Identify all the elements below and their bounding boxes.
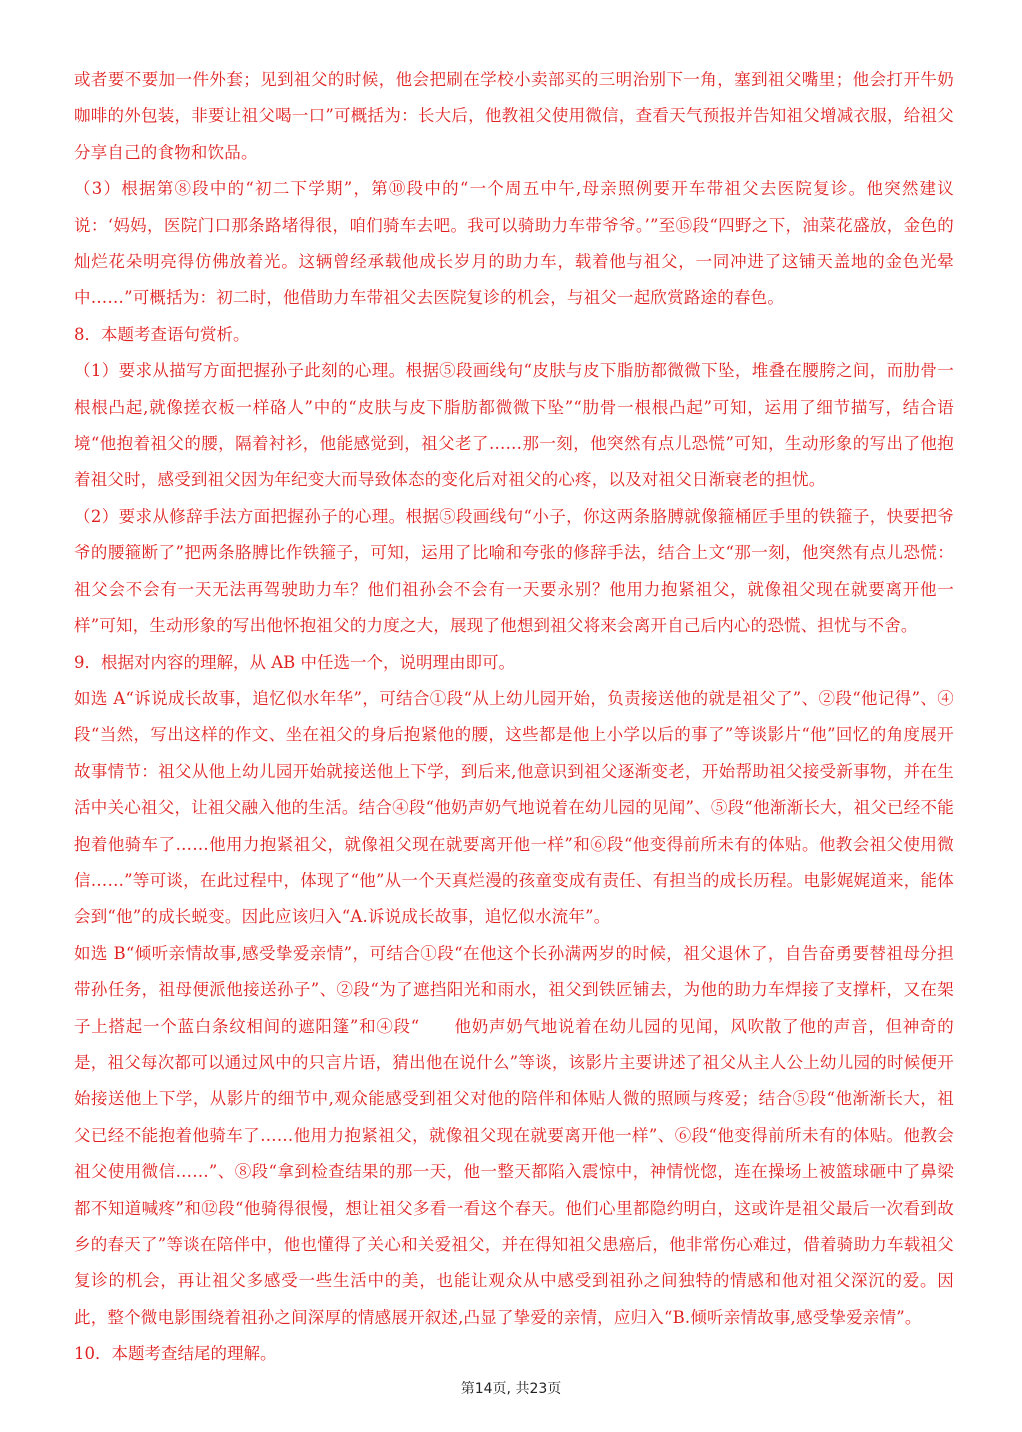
- question-8-heading: 8．本题考查语句赏析。: [74, 324, 250, 344]
- document-body: [74, 62, 954, 1373]
- answer-paragraph-9-option-b: 如选 B“倾听亲情故事,感受挚爱亲情”，可结合①段“在他这个长孙满两岁的时候，祖父退休了，自告奋勇要替祖母分担带孙任务，祖母便派他接送孙子”、②段“为了遮挡阳光和雨水，祖父到铁匠铺去，为他的助力车焊接了支撑杆，又在架子上搭起一个蓝白条纹相间的遮阳篷”和④段“ 他奶声奶气地说着在幼儿园的见闻，风吹散了他的声音，但神奇的是，祖父每次都可以通过风中的只言片语，猜出他在说什么”等谈，该影片主要讲述了祖父从主人公上幼儿园的时候便开始接送他上下学，从影片的细节中,观众能感受到祖父对他的陪伴和体贴人微的照顾与疼爱；结合⑤段“他渐渐长大，祖父已经不能抱着他骑车了……他用力抱紧祖父，就像祖父现在就要离开他一样”、⑥段“他变得前所未有的体贴。他教会祖父使用微信……”、⑧段“拿到检查结果的那一天，他一整天都陷入震惊中，神情恍惚，连在操场上被篮球砸中了鼻梁都不知道喊疼”和⑫段“他骑得很慢，想让祖父多看一看这个春天。他们心里都隐约明白，这或许是祖父最后一次看到故乡的春天了”等谈在陪伴中，他也懂得了关心和关爱祖父，并在得知祖父患癌后，他非常伤心难过，借着骑助力车载祖父复诊的机会，再让祖父多感受一些生活中的美，也能让观众从中感受到祖孙之间独特的情感和他对祖父深沉的爱。因此，整个微电影围绕着祖孙之间深厚的情感展开叙述,凸显了挚爱的亲情，应归入“B.倾听亲情故事,感受挚爱亲情”。: [74, 943, 954, 1327]
- answer-paragraph-7-3: （3）根据第⑧段中的“初二下学期”，第⑩段中的“一个周五中午,母亲照例要开车带祖父去医院复诊。他突然建议说：‘妈妈，医院门口那条路堵得很，咱们骑车去吧。我可以骑助力车带爷爷。’”至⑮段“四野之下，油菜花盛放，金色的灿烂花朵明亮得仿佛放着光。这辆曾经承载他成长岁月的助力车，载着他与祖父，一同冲进了这铺天盖地的金色光晕中……”可概括为：初二时，他借助力车带祖父去医院复诊的机会，与祖父一起欣赏路途的春色。: [74, 179, 954, 308]
- question-9-heading: 9．根据对内容的理解，从 AB 中任选一个，说明理由即可。: [74, 652, 516, 672]
- question-10-heading: 10．本题考查结尾的理解。: [74, 1344, 277, 1364]
- answer-paragraph-7-2-continued: 或者要不要加一件外套；见到祖父的时候，他会把刷在学校小卖部买的三明治别下一角，塞到祖父嘴里；他会打开牛奶咖啡的外包装，非要让祖父喝一口”可概括为：长大后，他教祖父使用微信，查看天气预报并告知祖父增减衣服，给祖父分享自己的食物和饮品。: [74, 70, 954, 162]
- answer-paragraph-9-option-a: 如选 A“诉说成长故事，追忆似水年华”，可结合①段“从上幼儿园开始，负责接送他的就是祖父了”、②段“他记得”、④段“当然，写出这样的作文、坐在祖父的身后抱紧他的腰，这些都是他上小学以后的事了”等谈影片“他”回忆的角度展开故事情节：祖父从他上幼儿园开始就接送他上下学，到后来,他意识到祖父逐渐变老，开始帮助祖父接受新事物，并在生活中关心祖父，让祖父融入他的生活。结合④段“他奶声奶气地说着在幼儿园的见闻”、⑤段“他渐渐长大，祖父已经不能抱着他骑车了……他用力抱紧祖父，就像祖父现在就要离开他一样”和⑥段“他变得前所未有的体贴。他教会祖父使用微信……”等可谈，在此过程中，体现了“他”从一个天真烂漫的孩童变成有责任、有担当的成长历程。电影娓娓道来，能体会到“他”的成长蜕变。因此应该归入“A.诉说成长故事，追忆似水流年”。: [74, 688, 954, 927]
- answer-paragraph-8-2: （2）要求从修辞手法方面把握孙子的心理。根据⑤段画线句“小子，你这两条胳膊就像箍桶匠手里的铁箍子，快要把爷爷的腰箍断了”把两条胳膊比作铁箍子，可知，运用了比喻和夸张的修辞手法，结合上文“那一刻，他突然有点儿恐慌：祖父会不会有一天无法再驾驶助力车？他们祖孙会不会有一天要永别？他用力抱紧祖父，就像祖父现在就要离开他一样”可知，生动形象的写出他怀抱祖父的力度之大，展现了他想到祖父将来会离开自己后内心的恐慌、担忧与不舍。: [74, 506, 954, 636]
- answer-paragraph-8-1: （1）要求从描写方面把握孙子此刻的心理。根据⑤段画线句“皮肤与皮下脂肪都微微下坠，堆叠在腰胯之间，而肋骨一根根凸起,就像搓衣板一样硌人”中的“皮肤与皮下脂肪都微微下坠”“肋骨一根根凸起”可知，运用了细节描写，结合语境“他抱着祖父的腰，隔着衬衫，他能感觉到，祖父老了……那一刻，他突然有点儿恐慌”可知，生动形象的写出了他抱着祖父时，感受到祖父因为年纪变大而导致体态的变化后对祖父的心疼，以及对祖父日渐衰老的担忧。: [74, 361, 954, 490]
- page-number-footer: 第14页, 共23页: [460, 1381, 562, 1397]
